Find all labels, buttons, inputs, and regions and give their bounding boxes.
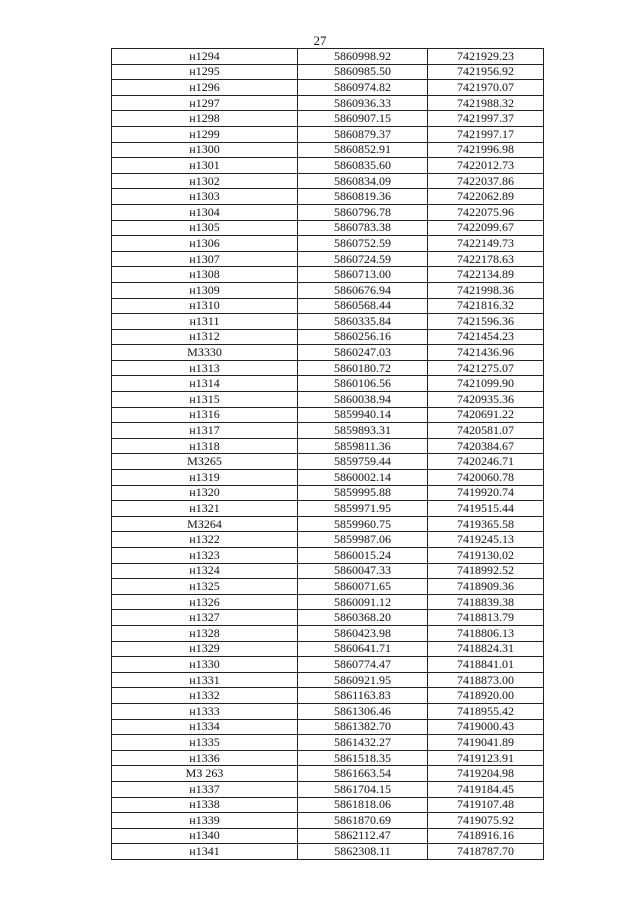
x-coordinate-cell: 5860834.09 <box>298 173 428 189</box>
table-row <box>112 501 544 517</box>
y-coordinate-cell: 7419204.98 <box>428 766 544 782</box>
table-row <box>112 267 544 283</box>
y-coordinate-cell: 7421997.17 <box>428 126 544 142</box>
table-row <box>112 329 544 345</box>
x-coordinate-cell: 5860335.84 <box>298 314 428 330</box>
x-coordinate-cell: 5860047.33 <box>298 563 428 579</box>
table-row <box>112 64 544 80</box>
point-name-cell: н1301 <box>112 158 298 174</box>
page-number: 27 <box>313 33 327 48</box>
table-row <box>112 548 544 564</box>
point-name-cell: н1334 <box>112 719 298 735</box>
y-coordinate-cell: 7418806.13 <box>428 625 544 641</box>
x-coordinate-cell: 5859940.14 <box>298 407 428 423</box>
point-name-cell: н1339 <box>112 813 298 829</box>
x-coordinate-cell: 5861306.46 <box>298 703 428 719</box>
x-coordinate-cell: 5861382.70 <box>298 719 428 735</box>
x-coordinate-cell: 5860676.94 <box>298 282 428 298</box>
y-coordinate-cell: 7420935.36 <box>428 392 544 408</box>
point-name-cell: н1308 <box>112 267 298 283</box>
point-name-cell: н1333 <box>112 703 298 719</box>
y-coordinate-cell: 7419123.91 <box>428 750 544 766</box>
point-name-cell: н1340 <box>112 828 298 844</box>
x-coordinate-cell: 5859759.44 <box>298 454 428 470</box>
table-row <box>112 688 544 704</box>
y-coordinate-cell: 7421988.32 <box>428 95 544 111</box>
y-coordinate-cell: 7422062.89 <box>428 189 544 205</box>
y-coordinate-cell: 7418813.79 <box>428 610 544 626</box>
table-row <box>112 735 544 751</box>
table-row <box>112 485 544 501</box>
table-row <box>112 142 544 158</box>
point-name-cell: н1303 <box>112 189 298 205</box>
point-name-cell: н1327 <box>112 610 298 626</box>
y-coordinate-cell: 7422012.73 <box>428 158 544 174</box>
point-name-cell: н1309 <box>112 282 298 298</box>
y-coordinate-cell: 7421816.32 <box>428 298 544 314</box>
x-coordinate-cell: 5859971.95 <box>298 501 428 517</box>
x-coordinate-cell: 5860852.91 <box>298 142 428 158</box>
table-row <box>112 111 544 127</box>
point-name-cell: н1302 <box>112 173 298 189</box>
coordinates-table-body <box>112 49 544 860</box>
point-name-cell: н1316 <box>112 407 298 423</box>
table-row <box>112 579 544 595</box>
y-coordinate-cell: 7420384.67 <box>428 438 544 454</box>
x-coordinate-cell: 5860568.44 <box>298 298 428 314</box>
y-coordinate-cell: 7421454.23 <box>428 329 544 345</box>
y-coordinate-cell: 7418824.31 <box>428 641 544 657</box>
point-name-cell: н1306 <box>112 236 298 252</box>
table-row <box>112 797 544 813</box>
point-name-cell: н1315 <box>112 392 298 408</box>
table-row <box>112 470 544 486</box>
table-row <box>112 80 544 96</box>
y-coordinate-cell: 7421997.37 <box>428 111 544 127</box>
table-row <box>112 828 544 844</box>
table-row <box>112 376 544 392</box>
table-row <box>112 126 544 142</box>
point-name-cell: н1325 <box>112 579 298 595</box>
x-coordinate-cell: 5860713.00 <box>298 267 428 283</box>
x-coordinate-cell: 5861818.06 <box>298 797 428 813</box>
table-row <box>112 813 544 829</box>
x-coordinate-cell: 5862112.47 <box>298 828 428 844</box>
y-coordinate-cell: 7422149.73 <box>428 236 544 252</box>
point-name-cell: МЗ264 <box>112 516 298 532</box>
x-coordinate-cell: 5860423.98 <box>298 625 428 641</box>
y-coordinate-cell: 7422134.89 <box>428 267 544 283</box>
table-row <box>112 95 544 111</box>
table-row <box>112 750 544 766</box>
y-coordinate-cell: 7418909.36 <box>428 579 544 595</box>
point-name-cell: н1296 <box>112 80 298 96</box>
x-coordinate-cell: 5860002.14 <box>298 470 428 486</box>
x-coordinate-cell: 5860835.60 <box>298 158 428 174</box>
table-row <box>112 392 544 408</box>
point-name-cell: МЗ330 <box>112 345 298 361</box>
y-coordinate-cell: 7418992.52 <box>428 563 544 579</box>
table-row <box>112 282 544 298</box>
x-coordinate-cell: 5862308.11 <box>298 844 428 860</box>
x-coordinate-cell: 5860985.50 <box>298 64 428 80</box>
point-name-cell: н1318 <box>112 438 298 454</box>
table-row <box>112 158 544 174</box>
y-coordinate-cell: 7420246.71 <box>428 454 544 470</box>
table-row <box>112 657 544 673</box>
table-row <box>112 438 544 454</box>
coordinates-table <box>111 48 544 860</box>
y-coordinate-cell: 7418916.16 <box>428 828 544 844</box>
table-row <box>112 423 544 439</box>
y-coordinate-cell: 7419365.58 <box>428 516 544 532</box>
table-row <box>112 672 544 688</box>
x-coordinate-cell: 5861663.54 <box>298 766 428 782</box>
x-coordinate-cell: 5860879.37 <box>298 126 428 142</box>
y-coordinate-cell: 7421996.98 <box>428 142 544 158</box>
y-coordinate-cell: 7419245.13 <box>428 532 544 548</box>
point-name-cell: н1313 <box>112 360 298 376</box>
x-coordinate-cell: 5860071.65 <box>298 579 428 595</box>
x-coordinate-cell: 5860752.59 <box>298 236 428 252</box>
point-name-cell: н1322 <box>112 532 298 548</box>
table-row <box>112 844 544 860</box>
y-coordinate-cell: 7422178.63 <box>428 251 544 267</box>
x-coordinate-cell: 5861870.69 <box>298 813 428 829</box>
y-coordinate-cell: 7422037.86 <box>428 173 544 189</box>
y-coordinate-cell: 7421436.96 <box>428 345 544 361</box>
point-name-cell: н1324 <box>112 563 298 579</box>
x-coordinate-cell: 5860180.72 <box>298 360 428 376</box>
point-name-cell: н1294 <box>112 49 298 65</box>
y-coordinate-cell: 7421956.92 <box>428 64 544 80</box>
x-coordinate-cell: 5859987.06 <box>298 532 428 548</box>
y-coordinate-cell: 7418841.01 <box>428 657 544 673</box>
y-coordinate-cell: 7421929.23 <box>428 49 544 65</box>
x-coordinate-cell: 5860256.16 <box>298 329 428 345</box>
x-coordinate-cell: 5860796.78 <box>298 204 428 220</box>
x-coordinate-cell: 5861518.35 <box>298 750 428 766</box>
x-coordinate-cell: 5861163.83 <box>298 688 428 704</box>
table-row <box>112 766 544 782</box>
y-coordinate-cell: 7419107.48 <box>428 797 544 813</box>
table-row <box>112 360 544 376</box>
x-coordinate-cell: 5860921.95 <box>298 672 428 688</box>
x-coordinate-cell: 5860774.47 <box>298 657 428 673</box>
point-name-cell: н1300 <box>112 142 298 158</box>
point-name-cell: н1326 <box>112 594 298 610</box>
table-row <box>112 236 544 252</box>
y-coordinate-cell: 7420581.07 <box>428 423 544 439</box>
x-coordinate-cell: 5860783.38 <box>298 220 428 236</box>
table-row <box>112 610 544 626</box>
point-name-cell: н1297 <box>112 95 298 111</box>
y-coordinate-cell: 7419184.45 <box>428 781 544 797</box>
y-coordinate-cell: 7421099.90 <box>428 376 544 392</box>
y-coordinate-cell: 7420060.78 <box>428 470 544 486</box>
x-coordinate-cell: 5859960.75 <box>298 516 428 532</box>
x-coordinate-cell: 5860247.03 <box>298 345 428 361</box>
table-row <box>112 204 544 220</box>
point-name-cell: н1310 <box>112 298 298 314</box>
point-name-cell: н1329 <box>112 641 298 657</box>
table-row <box>112 407 544 423</box>
x-coordinate-cell: 5860038.94 <box>298 392 428 408</box>
x-coordinate-cell: 5860819.36 <box>298 189 428 205</box>
point-name-cell: н1338 <box>112 797 298 813</box>
point-name-cell: МЗ265 <box>112 454 298 470</box>
y-coordinate-cell: 7421970.07 <box>428 80 544 96</box>
x-coordinate-cell: 5861432.27 <box>298 735 428 751</box>
y-coordinate-cell: 7422099.67 <box>428 220 544 236</box>
table-row <box>112 298 544 314</box>
point-name-cell: н1341 <box>112 844 298 860</box>
x-coordinate-cell: 5860974.82 <box>298 80 428 96</box>
y-coordinate-cell: 7419000.43 <box>428 719 544 735</box>
x-coordinate-cell: 5861704.15 <box>298 781 428 797</box>
point-name-cell: н1332 <box>112 688 298 704</box>
table-row <box>112 516 544 532</box>
x-coordinate-cell: 5860936.33 <box>298 95 428 111</box>
point-name-cell: н1295 <box>112 64 298 80</box>
point-name-cell: н1307 <box>112 251 298 267</box>
table-row <box>112 345 544 361</box>
point-name-cell: н1323 <box>112 548 298 564</box>
x-coordinate-cell: 5860724.59 <box>298 251 428 267</box>
point-name-cell: н1330 <box>112 657 298 673</box>
y-coordinate-cell: 7418873.00 <box>428 672 544 688</box>
y-coordinate-cell: 7422075.96 <box>428 204 544 220</box>
y-coordinate-cell: 7418920.00 <box>428 688 544 704</box>
y-coordinate-cell: 7420691.22 <box>428 407 544 423</box>
point-name-cell: н1317 <box>112 423 298 439</box>
point-name-cell: н1311 <box>112 314 298 330</box>
point-name-cell: н1319 <box>112 470 298 486</box>
y-coordinate-cell: 7421596.36 <box>428 314 544 330</box>
table-row <box>112 251 544 267</box>
point-name-cell: н1299 <box>112 126 298 142</box>
table-row <box>112 532 544 548</box>
x-coordinate-cell: 5860091.12 <box>298 594 428 610</box>
table-row <box>112 719 544 735</box>
y-coordinate-cell: 7419075.92 <box>428 813 544 829</box>
y-coordinate-cell: 7418955.42 <box>428 703 544 719</box>
point-name-cell: н1314 <box>112 376 298 392</box>
table-row <box>112 781 544 797</box>
point-name-cell: н1321 <box>112 501 298 517</box>
y-coordinate-cell: 7419920.74 <box>428 485 544 501</box>
table-row <box>112 49 544 65</box>
y-coordinate-cell: 7421275.07 <box>428 360 544 376</box>
point-name-cell: н1320 <box>112 485 298 501</box>
point-name-cell: н1312 <box>112 329 298 345</box>
x-coordinate-cell: 5859995.88 <box>298 485 428 501</box>
y-coordinate-cell: 7419515.44 <box>428 501 544 517</box>
point-name-cell: н1304 <box>112 204 298 220</box>
point-name-cell: н1337 <box>112 781 298 797</box>
x-coordinate-cell: 5860641.71 <box>298 641 428 657</box>
x-coordinate-cell: 5860368.20 <box>298 610 428 626</box>
table-row <box>112 563 544 579</box>
point-name-cell: н1328 <box>112 625 298 641</box>
table-row <box>112 641 544 657</box>
y-coordinate-cell: 7418839.38 <box>428 594 544 610</box>
x-coordinate-cell: 5860998.92 <box>298 49 428 65</box>
point-name-cell: МЗ 263 <box>112 766 298 782</box>
y-coordinate-cell: 7419041.89 <box>428 735 544 751</box>
x-coordinate-cell: 5860015.24 <box>298 548 428 564</box>
point-name-cell: н1335 <box>112 735 298 751</box>
point-name-cell: н1305 <box>112 220 298 236</box>
point-name-cell: н1298 <box>112 111 298 127</box>
table-row <box>112 314 544 330</box>
table-row <box>112 173 544 189</box>
x-coordinate-cell: 5859811.36 <box>298 438 428 454</box>
x-coordinate-cell: 5860106.56 <box>298 376 428 392</box>
table-row <box>112 625 544 641</box>
table-row <box>112 454 544 470</box>
point-name-cell: н1336 <box>112 750 298 766</box>
y-coordinate-cell: 7418787.70 <box>428 844 544 860</box>
y-coordinate-cell: 7421998.36 <box>428 282 544 298</box>
x-coordinate-cell: 5859893.31 <box>298 423 428 439</box>
point-name-cell: н1331 <box>112 672 298 688</box>
table-row <box>112 594 544 610</box>
y-coordinate-cell: 7419130.02 <box>428 548 544 564</box>
table-row <box>112 220 544 236</box>
table-row <box>112 189 544 205</box>
x-coordinate-cell: 5860907.15 <box>298 111 428 127</box>
table-row <box>112 703 544 719</box>
